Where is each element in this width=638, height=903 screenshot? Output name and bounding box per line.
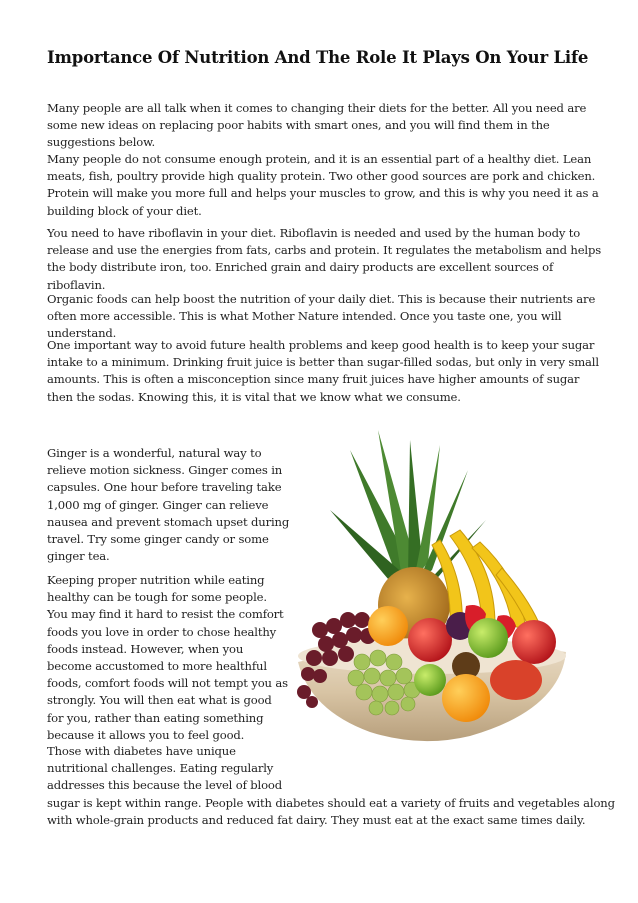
red-apple-right — [512, 620, 556, 664]
text-line: because it allows you to feel good. — [47, 727, 245, 742]
text-line: 1,000 mg of ginger. Ginger can relieve — [47, 497, 269, 512]
mango — [490, 660, 542, 700]
paragraph-intro: Many people are all talk when it comes to changing their diets for the better. All you need are some new ideas on replacing poor habits with smart ones, and you will find them in the suggestions below. — [47, 101, 587, 150]
lime — [468, 618, 508, 658]
text-line: You may find it hard to resist the comfort — [47, 607, 284, 622]
text-line: with whole-grain products and reduced fat dairy. They must eat at the exact same times daily. — [47, 812, 586, 827]
text-line: Ginger is a wonderful, natural way to — [47, 446, 262, 460]
orange — [368, 606, 408, 646]
pineapple-leaves — [330, 430, 486, 588]
fruit-bowl-image — [290, 430, 572, 748]
text-line: nutritional challenges. Eating regularly — [47, 761, 274, 776]
text-line: addresses this because the level of blood — [47, 778, 283, 793]
text-line: capsules. One hour before traveling take — [47, 480, 282, 495]
text-line: travel. Try some ginger candy or some — [47, 532, 269, 547]
text-line: foods you love in order to chose healthy — [47, 624, 277, 639]
paragraph-sugar: One important way to avoid future health problems and keep good health is to keep your sugar intake to a minimum. Drinking fruit juice is better than sugar-filled sodas, but only in very small amounts. This is often a misconception since many fruit juices have higher amounts of sugar then the sodas. Knowing this, it is vital that we know what we consume. — [47, 338, 599, 404]
orange-bottom — [442, 674, 490, 722]
text-line: foods instead. However, when you — [47, 641, 244, 656]
text-line: sugar is kept within range. People with diabetes should eat a variety of fruits and vegetables along — [47, 795, 615, 810]
text-line: strongly. You will then eat what is good — [47, 693, 272, 708]
bananas — [432, 530, 542, 633]
text-line: ginger tea. — [47, 549, 110, 564]
paragraph-protein: Many people do not consume enough protein, and it is an essential part of a healthy diet. Lean meats, fish, poultry provide high quality protein. Two other good sources are pork and chicken. Protein will make you more full and helps your muscles to grow, and this is why you need it as a building block of your diet. — [47, 152, 599, 218]
text-line: healthy can be tough for some people. — [47, 590, 267, 605]
text-line: become accustomed to more healthful — [47, 659, 267, 674]
paragraph-comfort-foods — [47, 572, 288, 744]
red-apple — [408, 618, 452, 662]
text-line: foods, comfort foods will not tempt you as — [47, 676, 288, 691]
green-apple — [414, 664, 446, 696]
page-title: Importance Of Nutrition And The Role It Plays On Your Life — [47, 48, 589, 67]
text-line: relieve motion sickness. Ginger comes in — [47, 463, 283, 478]
text-line: nausea and prevent stomach upset during — [47, 514, 290, 529]
text-line: Keeping proper nutrition while eating — [47, 573, 265, 587]
paragraph-riboflavin: You need to have riboflavin in your diet. Riboflavin is needed and used by the human body to release and use the energies from fats, carbs and protein. It regulates the metabolism and helps the body distribute iron, too. Enriched grain and dairy products are excellent sources of riboflavin. — [47, 226, 602, 292]
text-line: for you, rather than eating something — [47, 710, 264, 725]
text-line: Those with diabetes have unique — [47, 744, 236, 758]
paragraph-diabetes — [47, 743, 615, 829]
paragraph-ginger — [47, 445, 290, 565]
paragraph-organic: Organic foods can help boost the nutrition of your daily diet. This is because their nutrients are often more accessible. This is what Mother Nature intended. Once you taste one, you will understand. — [47, 292, 596, 341]
